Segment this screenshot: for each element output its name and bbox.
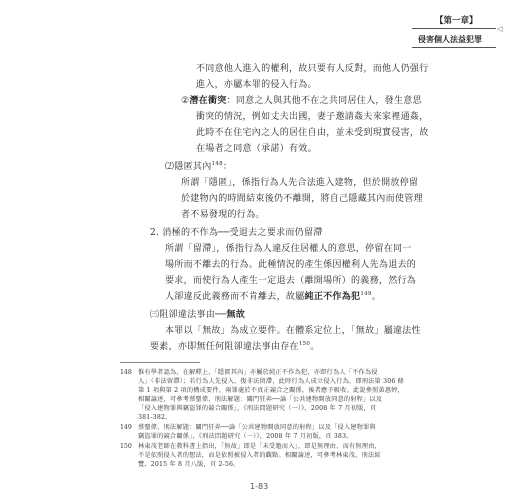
footnote-number: 150 bbox=[120, 443, 132, 450]
footnote-number: 148 bbox=[120, 369, 132, 376]
body-line: 所謂「留滯」，係指行為人違反住居權人的意思，停留在同一 bbox=[165, 244, 412, 254]
body-line: 所謂「隱匿」，係指行為人先合法進入建物，但於開放停留 bbox=[181, 178, 419, 188]
body-line: 本罪以「無故」為成立要件。在體系定位上，「無故」屬違法性 bbox=[165, 326, 421, 336]
subsection-heading: ⑵隱匿其內$^{148}$： bbox=[165, 161, 233, 172]
footnote-line: 蔡聖偉，刑法解題：關門狂奔──論「公共建物開放同意的射程」以及「侵入建物罪與 bbox=[138, 424, 376, 431]
body-line: 人卻違反此義務而不肯離去，故屬純正不作為犯$^{149}$。 bbox=[165, 291, 382, 302]
body-line: 要素，亦即無任何阻卻違法事由存在$^{150}$。 bbox=[150, 341, 320, 352]
footnote-line: 不是依照侵入者的想法，而是依照被侵入者的觀點。相關論述，可參考林東茂，刑法綜 bbox=[138, 452, 381, 459]
running-header-topic: 侵害個人法益犯罪 bbox=[418, 35, 482, 44]
footnote-number: 149 bbox=[120, 424, 132, 431]
body-line: 衝突的情況，例如丈夫出國，妻子邀請姦夫來家裡通姦， bbox=[196, 112, 429, 122]
footnote-line: 入」（非法留滯）；若行為人先侵入，復非法留滯，此時行為人成立侵入行為，即刑法第 306 條 bbox=[138, 378, 405, 385]
footnote-line: 覽，2015 年 8 月八版，頁 2-56。 bbox=[138, 461, 240, 468]
section-heading: ㈢阻卻違法事由──無故 bbox=[150, 310, 246, 320]
footnote-line: 第 1 項與第 2 項的構成要件，兩罪處於不真正競合之關係，後者應予吸收。此說參照黃惠婷， bbox=[138, 387, 405, 394]
footnote-line: 381-382。 bbox=[138, 414, 172, 421]
body-line: 者不易發現的行為。 bbox=[181, 210, 265, 220]
body-line: 不同意他人進入的權利，故只要有人反對，而他人仍强行 bbox=[196, 64, 429, 74]
body-line: 場所而不離去的行為。此種情況的產生係因權利人先為退去的 bbox=[165, 260, 417, 270]
body-line: 在場者之同意（承諾）有效。 bbox=[196, 144, 317, 154]
header-rule-top bbox=[412, 28, 496, 29]
footnote-line: 竊盜罪的競合關係」，《刑法問題研究（一）》，2008 年 7 月初版，頁 383。 bbox=[138, 433, 353, 440]
section-heading: 2. 消極的不作為──受退去之要求而仍留滯 bbox=[150, 228, 323, 238]
header-corner-mark: ◁ bbox=[497, 25, 503, 33]
footnote-rule bbox=[120, 362, 200, 363]
running-header-chapter: 【第一章】 bbox=[435, 16, 478, 26]
body-line: 進入，亦屬本罪的侵入行為。 bbox=[196, 80, 317, 90]
body-line: 要求，而使行為人產生一定退去（離開場所）的義務，然行為 bbox=[165, 276, 417, 286]
footnote-line: 惟有學者認為，在解釋上，「隱匿其內」亦屬於純正不作為犯，亦即行為人「不作為侵 bbox=[138, 369, 378, 376]
body-line: 於建物內的時間結束後仍不離開，將自己隱藏其內而使管理 bbox=[181, 194, 423, 204]
body-line: 此時不在住宅內之人的居住自由，並未受到現實侵害，故 bbox=[196, 128, 429, 138]
footnote-line: 林東茂老師在教科書上指出，「無故」即是「未受邀而入」，即是無理由、而有無理由， bbox=[138, 443, 381, 450]
footnote-line: 相關論述，可參考蔡聖偉，刑法解題：關門狂奔──論「公共建物開放同意的射程」以及 bbox=[138, 396, 383, 403]
footnote-line: 「侵入建物罪與竊盜罪的競合關係」，《刑法問題研究（一）》，2008 年 7 月初版，頁 bbox=[138, 405, 377, 412]
page-number: 1-83 bbox=[250, 482, 269, 491]
header-rule-bottom bbox=[412, 47, 496, 48]
subitem-heading: ②潛在衝突：同意之人與其他不在之共同居住人，發生意思 bbox=[181, 96, 422, 106]
